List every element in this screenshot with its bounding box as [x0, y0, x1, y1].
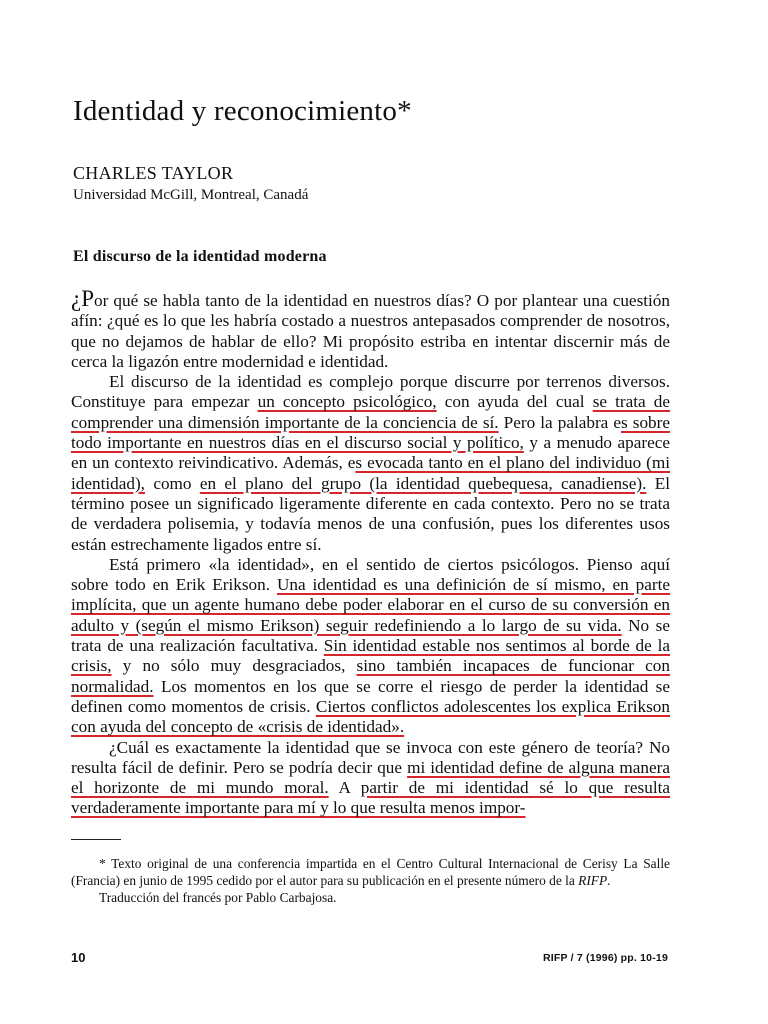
footnote-body: .: [607, 873, 611, 888]
underlined-passage: s sobre todo importante en nuestros días en el discurso social y político,: [71, 412, 670, 453]
paragraph-text: ¿Cuál es exactamente la identidad que se invoca con este género de teoría? No resulta fácil de definir. Pero se podría decir que: [71, 737, 670, 777]
underlined-passage: un concepto psicológico,: [257, 392, 437, 412]
journal-name: RIFP: [578, 873, 608, 888]
paragraph-text: y a menudo aparece en un contexto reivindicativo. Además, e: [71, 433, 670, 473]
underlined-passage: Ciertos conflictos adolescentes los explica Erikson con ayuda del concepto de «crisis de identidad».: [71, 696, 670, 737]
page-number: 10: [71, 950, 86, 965]
paragraph-text: or qué se habla tanto de la identidad en nuestros días? O por plantear una cuestión afín: ¿qué es lo que les habría costado a nuestros antepasados comprender de nosotros, que no dejamos de hablar de ello? Mi propósito estriba en intentar discernir más de cerca la ligazón entre modernidad e identidad.: [71, 291, 670, 371]
underlined-passage: en el plano del grupo (la identidad quebequesa, canadiense).: [199, 473, 647, 493]
underlined-passage: partir de mi identidad sé lo que resulta verdaderamente importante para mí y lo que resulta menos impor-: [71, 778, 670, 818]
paragraph-3: [71, 555, 670, 738]
footnote: [71, 855, 670, 906]
underlined-passage: Una identidad es una definición de sí mismo, en parte implícita, que un agente humano debe poder elaborar en el curso de su conversión en adulto y (según el mismo Erikson) seguir redefiniendo a lo largo de su vida.: [71, 575, 670, 635]
paragraph-2: [71, 372, 670, 555]
paragraph-text: Está primero «la identidad», en el sentido de ciertos psicólogos. Pienso aquí sobre todo en Erik Erikson.: [71, 554, 670, 595]
author-affiliation: Universidad McGill, Montreal, Canadá: [73, 187, 309, 203]
paragraph-text: como: [144, 473, 200, 493]
paragraph-text: y no sólo muy desgraciados,: [111, 656, 357, 676]
footnote-marker: *: [99, 856, 106, 871]
section-heading: El discurso de la identidad moderna: [73, 248, 327, 265]
footnote-text: [71, 855, 670, 889]
paragraph-text: El término posee un significado ligeramente diferente en cada contexto. Pero no se trata de verdadera polisemia, y todavía menos de una confusión, pues los diferentes usos están estrechamente ligados entre sí.: [71, 473, 670, 554]
paragraph-text: con ayuda del cual: [436, 392, 593, 412]
article-title: Identidad y reconocimiento*: [73, 95, 412, 127]
underlined-passage: se trata de comprender una dimensión importante de la conciencia de sí.: [71, 392, 670, 432]
underlined-passage: s evocada tanto en el plano del individuo (mi identidad),: [71, 453, 670, 493]
article-body: [71, 286, 670, 819]
paragraph-1: [71, 286, 670, 372]
paragraph-text: A: [328, 778, 361, 798]
journal-citation: RIFP / 7 (1996) pp. 10-19: [542, 952, 668, 964]
paragraph-text: Los momentos en los que se corre el riesgo de perder la identidad se definen como momentos de crisis.: [71, 676, 670, 716]
drop-cap: ¿P: [71, 286, 94, 311]
translation-note: Traducción del francés por Pablo Carbajosa.: [99, 890, 337, 905]
author-name: CHARLES TAYLOR: [73, 163, 234, 183]
footnote-body: Texto original de una conferencia impartida en el Centro Cultural Internacional de Cerisy La Salle (Francia) en junio de 1995 cedido por el autor para su publicación en el presente número de la: [71, 856, 670, 888]
underlined-passage: mi identidad define de alguna manera el horizonte de mi mundo moral.: [71, 757, 670, 798]
underlined-passage: Sin identidad estable nos sentimos al borde de la crisis,: [71, 636, 670, 676]
paragraph-text: Pero la palabra e: [498, 412, 621, 432]
paragraph-4: [71, 738, 670, 819]
underlined-passage: sino también incapaces de funcionar con normalidad.: [71, 656, 670, 696]
paragraph-text: No se trata de una realización facultativa.: [71, 615, 670, 656]
paragraph-text: El discurso de la identidad es complejo porque discurre por terrenos diversos. Constituye para empezar: [71, 372, 670, 412]
footnote-divider: [71, 839, 121, 840]
